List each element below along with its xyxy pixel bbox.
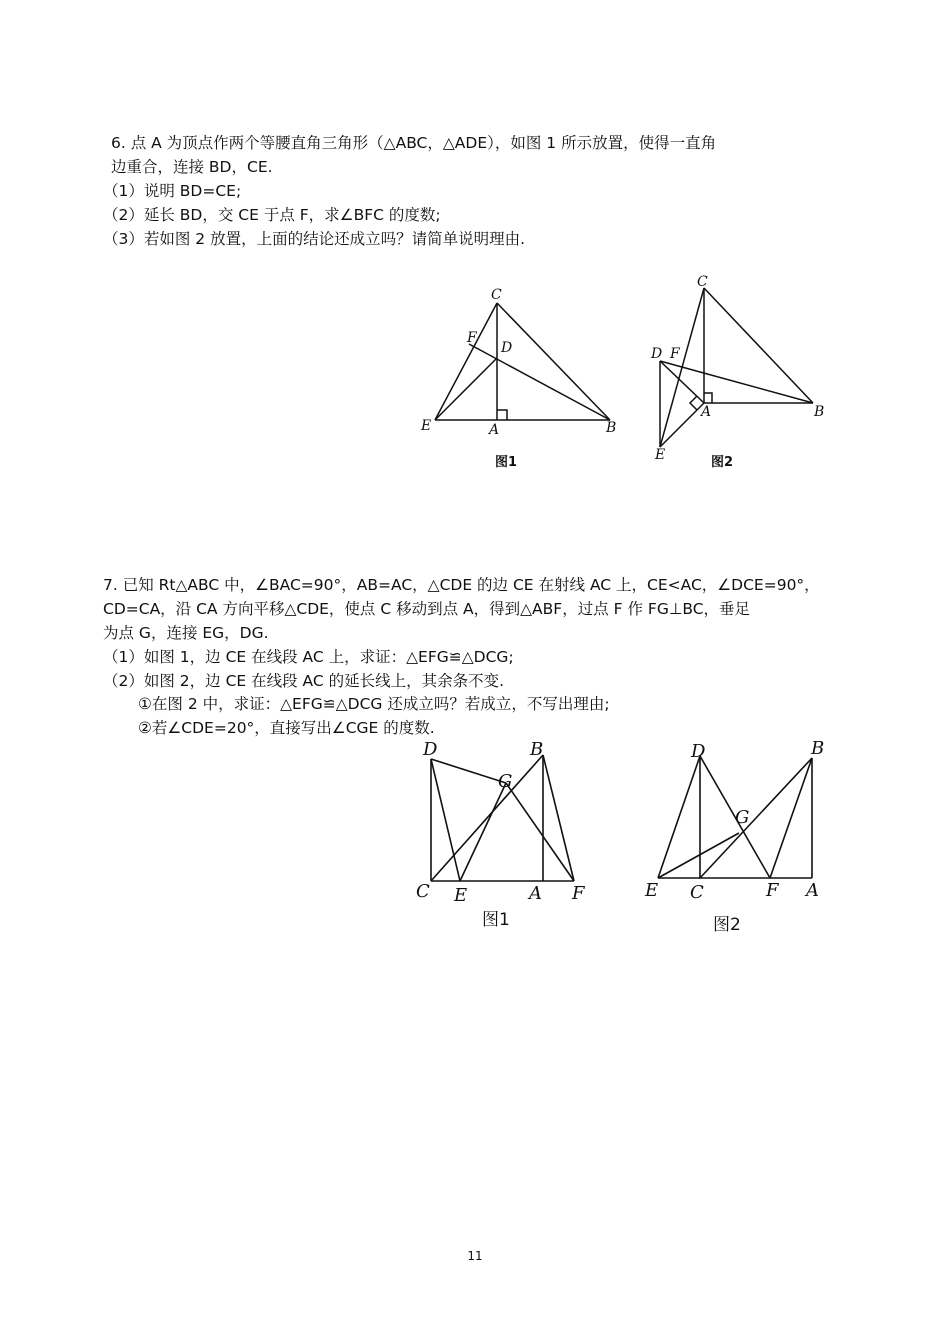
q7f1-label-E: E [454, 885, 468, 906]
q7f2-label-C: C [690, 882, 704, 903]
q7f1-label-A: A [529, 883, 542, 904]
q6f1-label-F: F [467, 330, 477, 346]
q6-line2: 边重合，连接 BD，CE. [111, 158, 273, 176]
q6-figure-2 [645, 272, 840, 472]
q6f1-label-C: C [491, 287, 502, 303]
q6f2-label-D: D [651, 346, 663, 362]
q6f1-label-E: E [421, 418, 432, 434]
q7f1-label-F: F [572, 883, 585, 904]
q6-figure-1 [415, 285, 625, 475]
q6f1-label-B: B [606, 420, 617, 436]
q7-sub2: ②若∠CDE=20°，直接写出∠CGE 的度数. [138, 719, 435, 737]
q7f1-label-D: D [423, 739, 438, 760]
q7-figure-2 [638, 735, 843, 940]
q6f2-label-C: C [697, 274, 708, 290]
q6-part3: （3）若如图 2 放置，上面的结论还成立吗？请简单说明理由. [103, 230, 526, 248]
q7-part1: （1）如图 1，边 CE 在线段 AC 上，求证：△EFG≌△DCG; [103, 648, 514, 666]
q7f1-caption: 图1 [482, 910, 510, 930]
q7f2-label-B: B [811, 738, 825, 759]
q7f1-label-B: B [530, 739, 544, 760]
q6f2-label-B: B [814, 404, 825, 420]
q7-figure-1 [410, 735, 605, 935]
q6f1-label-D: D [501, 340, 513, 356]
q7-line3: 为点 G，连接 EG，DG. [103, 624, 269, 642]
q6-part1: （1）说明 BD=CE; [103, 182, 242, 200]
q7-line2: CD=CA，沿 CA 方向平移△CDE，使点 C 移动到点 A，得到△ABF，过点 F 作 FG⊥BC，垂足 [103, 600, 751, 618]
q7f2-caption: 图2 [713, 915, 741, 935]
q7-sub1: ①在图 2 中，求证：△EFG≌△DCG 还成立吗？若成立，不写出理由; [138, 695, 610, 713]
page-number: 11 [467, 1249, 483, 1263]
q6f2-label-A: A [701, 404, 712, 420]
q7-line1: 7. 已知 Rt△ABC 中，∠BAC=90°，AB=AC，△CDE 的边 CE 在射线 AC 上，CE<AC，∠DCE=90°， [103, 576, 820, 594]
q6-part2: （2）延长 BD，交 CE 于点 F，求∠BFC 的度数; [103, 206, 441, 224]
q6f2-caption: 图2 [711, 455, 734, 470]
q7f2-label-A: A [806, 880, 819, 901]
q6-line1: 6. 点 A 为顶点作两个等腰直角三角形（△ABC，△ADE），如图 1 所示放置，使得一直角 [111, 134, 717, 152]
q7f1-label-G: G [498, 771, 513, 792]
q7f1-label-C: C [416, 881, 430, 902]
q6f2-label-E: E [655, 447, 666, 463]
q7f2-label-F: F [766, 880, 779, 901]
q7f2-label-E: E [645, 880, 659, 901]
q7f2-label-G: G [735, 807, 750, 828]
q6f1-label-A: A [489, 422, 500, 438]
q6f2-label-F: F [670, 346, 680, 362]
q6f1-caption: 图1 [495, 455, 518, 470]
q7-part2: （2）如图 2，边 CE 在线段 AC 的延长线上，其余条不变. [103, 672, 505, 690]
q7f2-label-D: D [691, 741, 706, 762]
